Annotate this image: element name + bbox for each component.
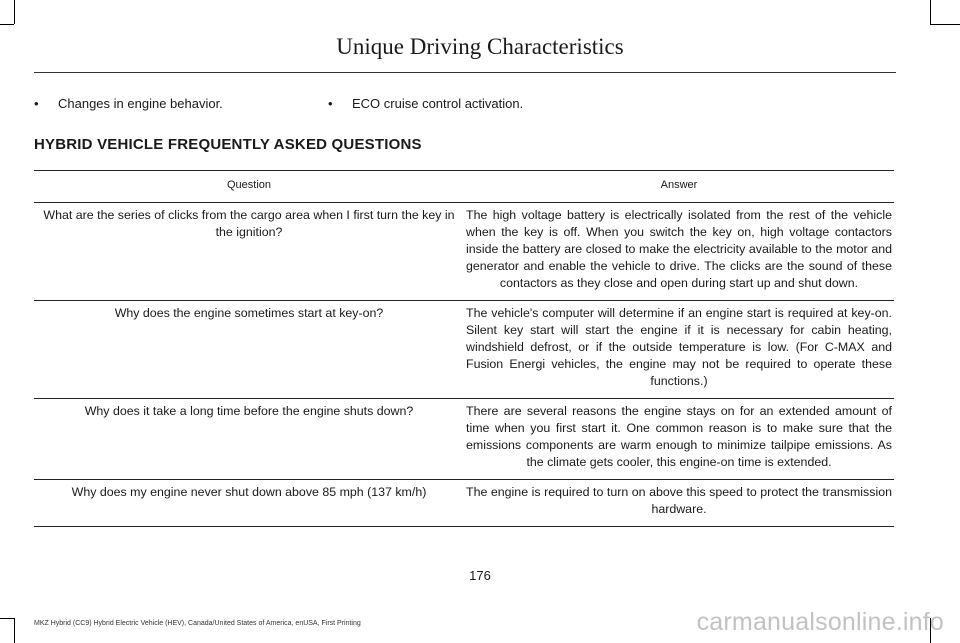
crop-mark-top-left-horizontal bbox=[0, 24, 14, 25]
watermark: carmanualsonline.info bbox=[696, 608, 944, 636]
section-heading: HYBRID VEHICLE FREQUENTLY ASKED QUESTIONS bbox=[34, 136, 422, 153]
question-cell: Why does it take a long time before the engine shuts down? bbox=[34, 399, 464, 480]
table-row bbox=[34, 301, 894, 399]
crop-mark-bottom-left-vertical bbox=[14, 618, 15, 643]
question-cell: What are the series of clicks from the cargo area when I first turn the key in the ignition? bbox=[34, 203, 464, 301]
crop-mark-top-right-horizontal bbox=[930, 24, 960, 25]
bullet-text: ECO cruise control activation. bbox=[352, 96, 524, 111]
table-row bbox=[34, 399, 894, 480]
faq-table bbox=[34, 170, 894, 527]
bullet-symbol: • bbox=[34, 96, 39, 111]
bullet-text: Changes in engine behavior. bbox=[58, 96, 223, 111]
bullet-item bbox=[328, 96, 523, 111]
table-row bbox=[34, 203, 894, 301]
footer-vehicle-info: MKZ Hybrid (CC9) Hybrid Electric Vehicle (HEV), Canada/United States of America, enUSA, First Printing bbox=[34, 620, 361, 627]
question-cell: Why does my engine never shut down above 85 mph (137 km/h) bbox=[34, 480, 464, 527]
header-rule bbox=[34, 72, 896, 73]
page-title: Unique Driving Characteristics bbox=[336, 34, 624, 59]
answer-cell: There are several reasons the engine stays on for an extended amount of time when you first start it. One common reason is to make sure that the emissions components are warm enough to minimize tailpipe emissions. As the climate gets cooler, this engine-on time is extended. bbox=[464, 399, 894, 480]
answer-cell: The high voltage battery is electrically isolated from the rest of the vehicle when the key is off. When you switch the key on, high voltage contactors inside the battery are closed to make the electricity available to the motor and generator and enable the vehicle to drive. The clicks are the sound of these contactors as they close and open during start up and shut down. bbox=[464, 203, 894, 301]
crop-mark-bottom-left-horizontal bbox=[0, 618, 14, 619]
crop-mark-top-right-vertical bbox=[930, 0, 931, 24]
answer-cell: The vehicle's computer will determine if an engine start is required at key-on. Silent key start will start the engine if it is necessary for cabin heating, windshield defrost, or if the outside temperature is low. (For C-MAX and Fusion Energi vehicles, the engine may not be required to operate these functions.) bbox=[464, 301, 894, 399]
page-number: 176 bbox=[469, 568, 491, 583]
table-header-row bbox=[34, 171, 894, 203]
answer-cell: The engine is required to turn on above this speed to protect the transmission hardware. bbox=[464, 480, 894, 527]
bullet-item bbox=[34, 96, 223, 111]
crop-mark-top-left-vertical bbox=[14, 0, 15, 24]
column-header-answer: Answer bbox=[464, 171, 894, 203]
column-header-question: Question bbox=[34, 171, 464, 203]
table-row bbox=[34, 480, 894, 527]
bullet-symbol: • bbox=[328, 96, 333, 111]
question-cell: Why does the engine sometimes start at key-on? bbox=[34, 301, 464, 399]
